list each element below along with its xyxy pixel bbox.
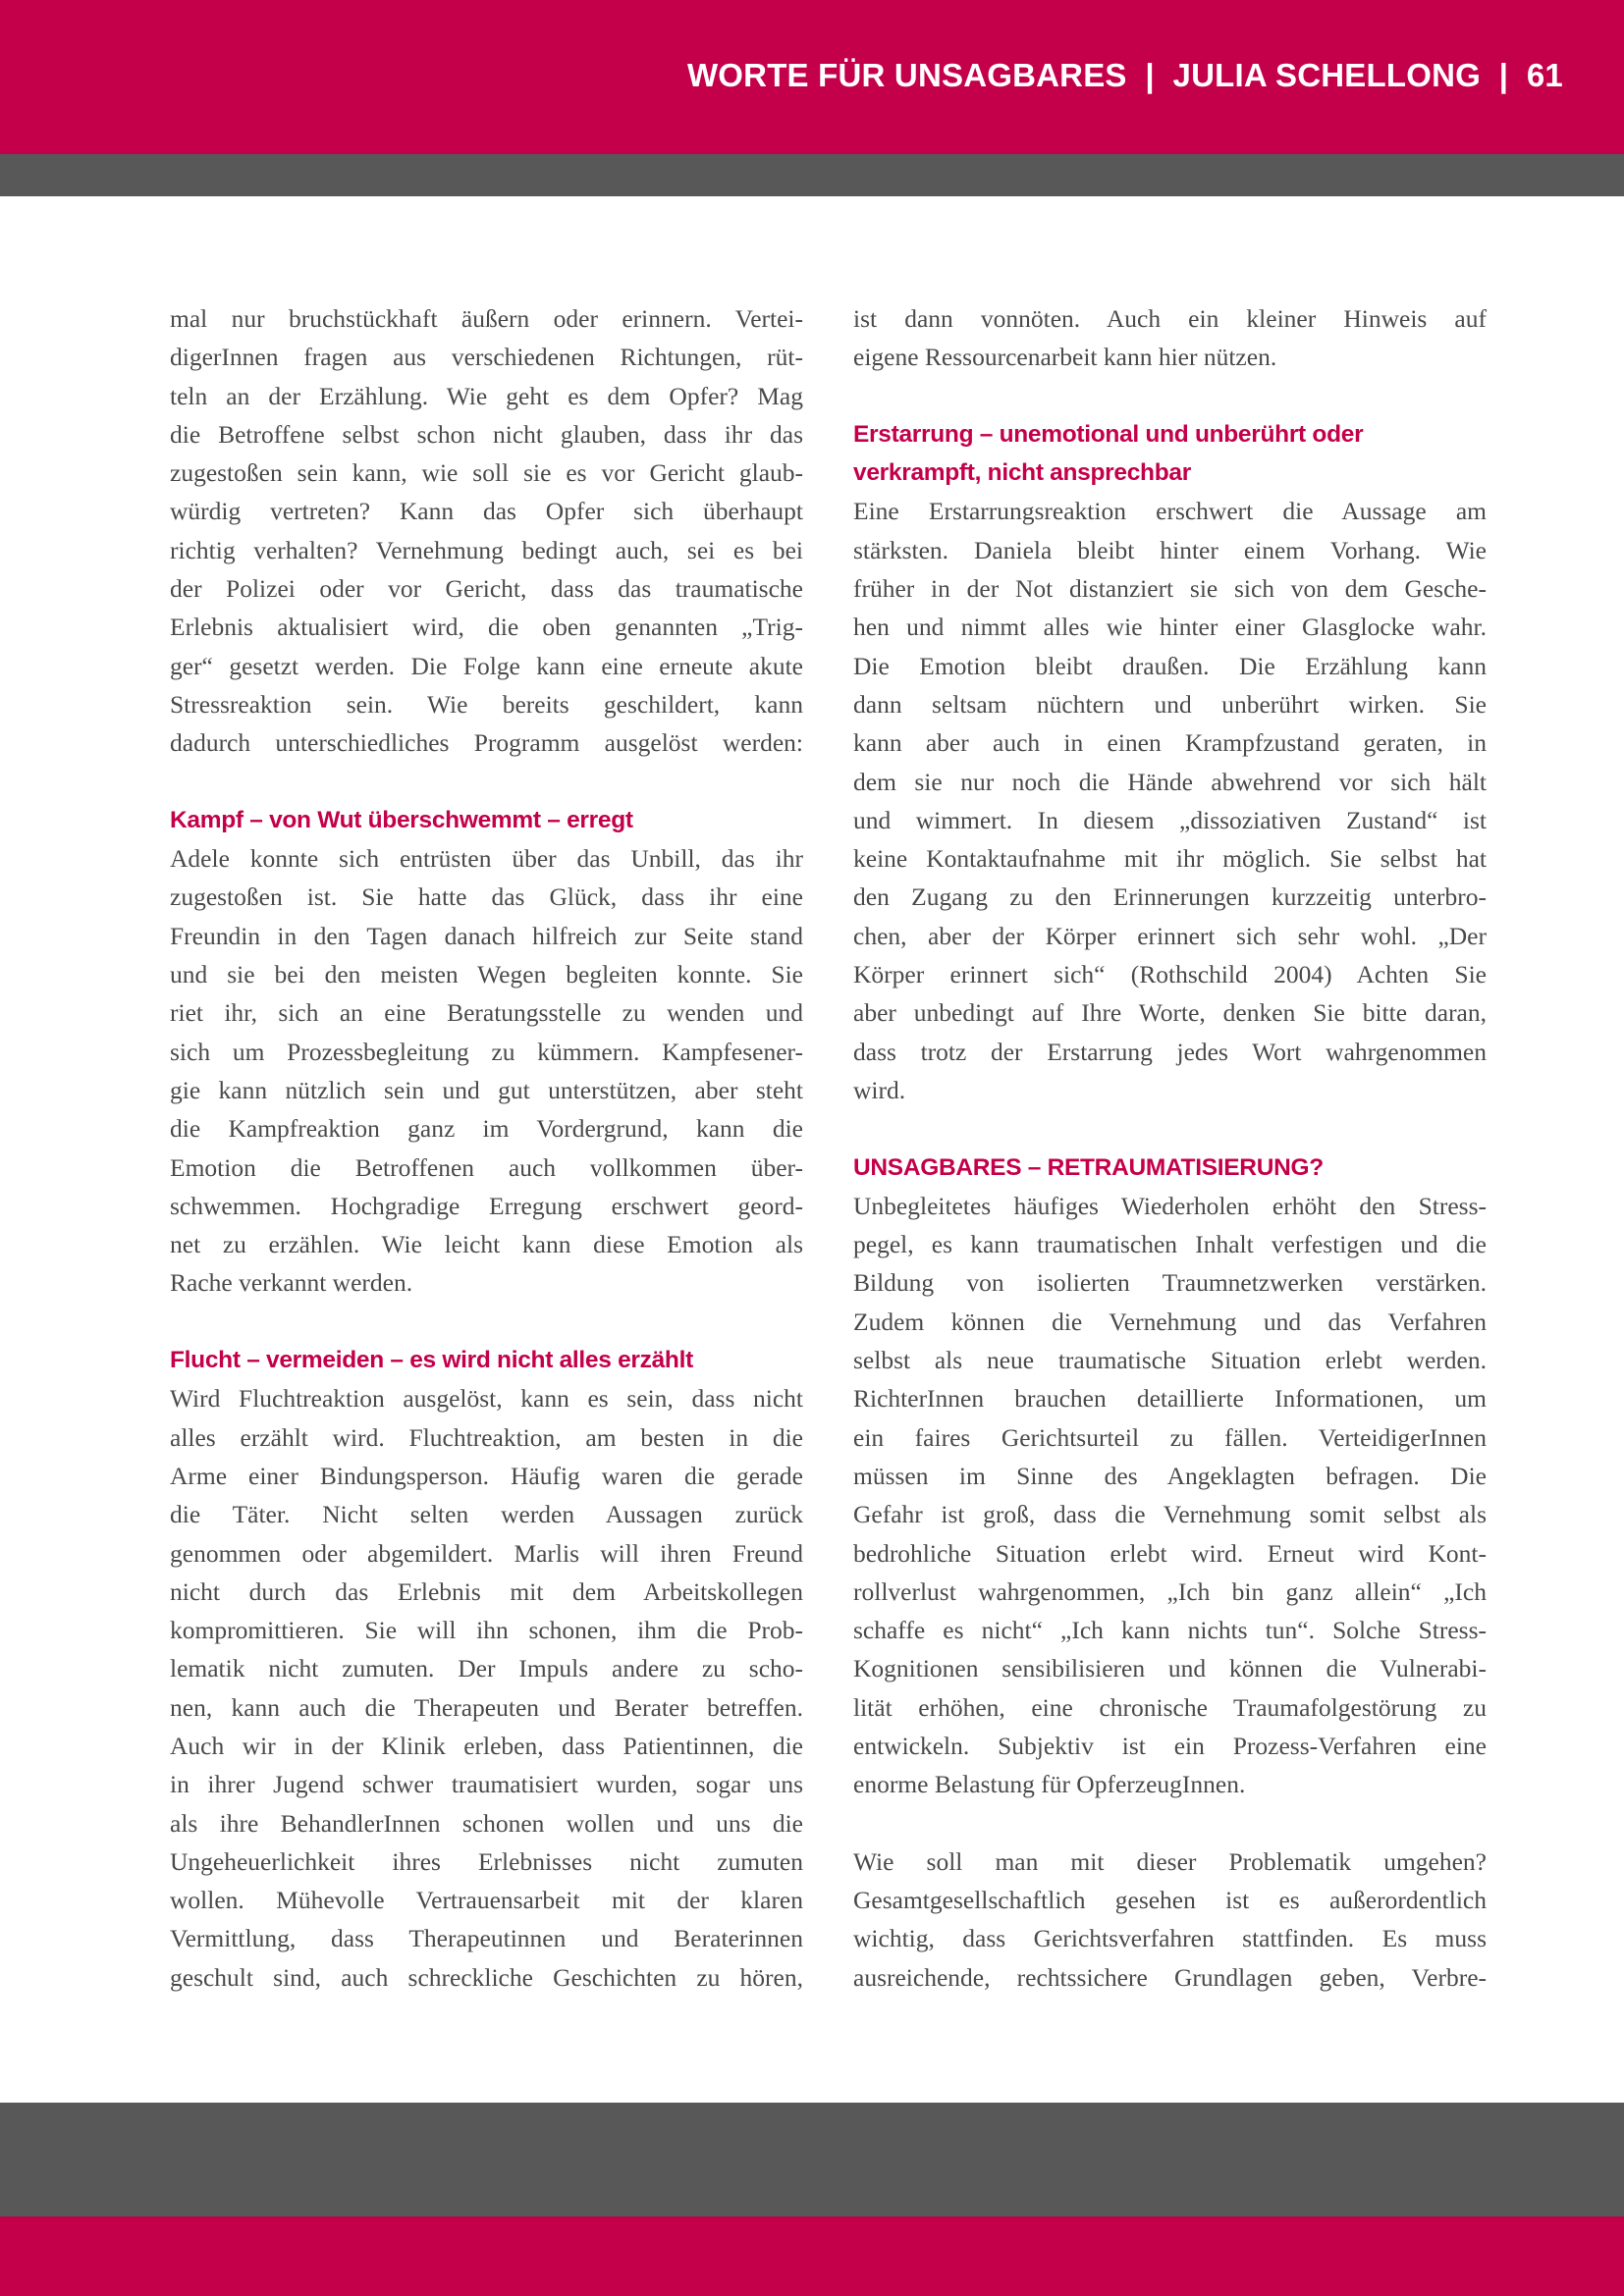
text-line: net zu erzählen. Wie leicht kann diese Emotion als — [170, 1230, 803, 1259]
text-line: wird. — [853, 1075, 906, 1104]
text-line: Emotion die Betroffenen auch vollkommen über- — [170, 1152, 803, 1182]
text-line: geschult sind, auch schreckliche Geschichten zu hören, — [170, 1962, 803, 1992]
text-line: genommen oder abgemildert. Marlis will ihren Freund — [170, 1538, 803, 1568]
text-line: entwickeln. Subjektiv ist ein Prozess-Verfahren eine — [853, 1731, 1487, 1760]
text-line: nicht durch das Erlebnis mit dem Arbeitskollegen — [170, 1576, 803, 1606]
text-line: den Zugang zu den Erinnerungen kurzzeitig unterbro- — [853, 882, 1487, 912]
text-line: Freundin in den Tagen danach hilfreich zur Seite stand — [170, 921, 803, 950]
text-line: Gefahr ist groß, dass die Vernehmung somit selbst als — [853, 1500, 1487, 1529]
text-line: wollen. Mühevolle Vertrauensarbeit mit der klaren — [170, 1886, 803, 1915]
text-line: früher in der Not distanziert sie sich von dem Gesche- — [853, 574, 1487, 604]
text-line: Auch wir in der Klinik erleben, dass Patientinnen, die — [170, 1731, 803, 1760]
paragraph-gap — [853, 377, 1487, 415]
text-line: Rache verkannt werden. — [170, 1268, 413, 1298]
header-gray-stripe — [0, 154, 1624, 196]
text-line: ger“ gesetzt werden. Die Folge kann eine erneute akute — [170, 651, 803, 680]
running-head: WORTE FÜR UNSAGBARES | JULIA SCHELLONG | 61 — [686, 57, 1563, 93]
text-line: alles erzählt wird. Fluchtreaktion, am besten in die — [170, 1422, 803, 1452]
text-line: riet ihr, sich an eine Beratungsstelle zu wenden und — [170, 998, 803, 1028]
text-line: schwemmen. Hochgradige Erregung erschwert geord- — [170, 1191, 803, 1220]
text-column-left — [170, 299, 803, 1997]
text-line: bedrohliche Situation erlebt wird. Erneut wird Kont- — [853, 1538, 1487, 1568]
paragraph-gap — [170, 763, 803, 801]
text-line: Unbegleitetes häufiges Wiederholen erhöht den Stress- — [853, 1191, 1487, 1220]
footer-gray-stripe — [0, 2103, 1624, 2216]
text-line: Adele konnte sich entrüsten über das Unbill, das ihr — [170, 844, 803, 874]
section-heading: Kampf – von Wut überschwemmt – erregt — [170, 806, 633, 833]
footer-band — [0, 2216, 1624, 2296]
section-heading: Erstarrung – unemotional und unberührt oder — [853, 420, 1364, 448]
text-line: rollverlust wahrgenommen, „Ich bin ganz allein“ „Ich — [853, 1576, 1487, 1606]
text-line: als ihre BehandlerInnen schonen wollen und uns die — [170, 1808, 803, 1838]
text-line: enorme Belastung für OpferzeugInnen. — [853, 1770, 1246, 1799]
text-line: richtig verhalten? Vernehmung bedingt auch, sei es bei — [170, 535, 803, 564]
text-line: Stressreaktion sein. Wie bereits geschildert, kann — [170, 689, 803, 719]
text-line: wichtig, dass Gerichtsverfahren stattfinden. Es muss — [853, 1924, 1487, 1953]
text-line: kompromittieren. Sie will ihn schonen, ihm die Prob- — [170, 1616, 803, 1645]
text-line: Die Emotion bleibt draußen. Die Erzählung kann — [853, 651, 1487, 680]
text-line: mal nur bruchstückhaft äußern oder erinnern. Vertei- — [170, 304, 803, 333]
text-line: dass trotz der Erstarrung jedes Wort wahrgenommen — [853, 1037, 1487, 1066]
text-line: Gesamtgesellschaftlich gesehen ist es außerordentlich — [853, 1886, 1487, 1915]
text-line: Zudem können die Vernehmung und das Verfahren — [853, 1307, 1487, 1336]
paragraph-gap — [170, 1303, 803, 1341]
text-line: der Polizei oder vor Gericht, dass das traumatische — [170, 574, 803, 604]
text-line: hen und nimmt alles wie hinter einer Glasglocke wahr. — [853, 613, 1487, 642]
text-line: sich um Prozessbegleitung zu kümmern. Kampfesener- — [170, 1037, 803, 1066]
text-line: Kognitionen sensibilisieren und können die Vulnerabi- — [853, 1654, 1487, 1683]
text-line: dadurch unterschiedliches Programm ausgelöst werden: — [170, 728, 803, 758]
text-line: Bildung von isolierten Traumnetzwerken verstärken. — [853, 1268, 1487, 1298]
text-line: Wie soll man mit dieser Problematik umgehen? — [853, 1846, 1487, 1876]
text-line: keine Kontaktaufnahme mit ihr möglich. Sie selbst hat — [853, 844, 1487, 874]
text-line: digerInnen fragen aus verschiedenen Richtungen, rüt- — [170, 343, 803, 372]
text-line: schaffe es nicht“ „Ich kann nichts tun“. Solche Stress- — [853, 1616, 1487, 1645]
text-line: eigene Ressourcenarbeit kann hier nützen. — [853, 343, 1277, 372]
section-heading: UNSAGBARES – RETRAUMATISIERUNG? — [853, 1153, 1324, 1181]
text-line: stärksten. Daniela bleibt hinter einem Vorhang. Wie — [853, 535, 1487, 564]
text-line: lematik nicht zumuten. Der Impuls andere zu scho- — [170, 1654, 803, 1683]
text-line: selbst als neue traumatische Situation erlebt werden. — [853, 1346, 1487, 1375]
text-line: aber unbedingt auf Ihre Worte, denken Sie bitte daran, — [853, 998, 1487, 1028]
text-line: die Betroffene selbst schon nicht glauben, dass ihr das — [170, 419, 803, 449]
paragraph-gap — [853, 1109, 1487, 1148]
text-line: und sie bei den meisten Wegen begleiten konnte. Sie — [170, 960, 803, 989]
text-line: pegel, es kann traumatischen Inhalt verfestigen und die — [853, 1230, 1487, 1259]
text-line: teln an der Erzählung. Wie geht es dem Opfer? Mag — [170, 381, 803, 410]
text-line: ausreichende, rechtssichere Grundlagen geben, Verbre- — [853, 1962, 1487, 1992]
text-line: Eine Erstarrungsreaktion erschwert die Aussage am — [853, 497, 1487, 526]
text-line: die Kampfreaktion ganz im Vordergrund, kann die — [170, 1114, 803, 1144]
text-column-right — [853, 299, 1487, 1997]
text-line: zugestoßen sein kann, wie soll sie es vor Gericht glaub- — [170, 458, 803, 488]
text-line: chen, aber der Körper erinnert sich sehr wohl. „Der — [853, 921, 1487, 950]
text-line: dem sie nur noch die Hände abwehrend vor sich hält — [853, 767, 1487, 796]
text-line: nen, kann auch die Therapeuten und Berater betreffen. — [170, 1692, 803, 1722]
text-line: Erlebnis aktualisiert wird, die oben genannten „Trig- — [170, 613, 803, 642]
text-line: würdig vertreten? Kann das Opfer sich überhaupt — [170, 497, 803, 526]
text-line: lität erhöhen, eine chronische Traumafolgestörung zu — [853, 1692, 1487, 1722]
text-line: Ungeheuerlichkeit ihres Erlebnisses nicht zumuten — [170, 1846, 803, 1876]
text-line: Körper erinnert sich“ (Rothschild 2004) Achten Sie — [853, 960, 1487, 989]
text-line: müssen im Sinne des Angeklagten befragen. Die — [853, 1461, 1487, 1490]
section-heading: verkrampft, nicht ansprechbar — [853, 459, 1191, 487]
text-line: Wird Fluchtreaktion ausgelöst, kann es sein, dass nicht — [170, 1384, 803, 1414]
text-line: in ihrer Jugend schwer traumatisiert wurden, sogar uns — [170, 1770, 803, 1799]
text-line: ein faires Gerichtsurteil zu fällen. VerteidigerInnen — [853, 1422, 1487, 1452]
text-line: gie kann nützlich sein und gut unterstützen, aber steht — [170, 1075, 803, 1104]
text-line: die Täter. Nicht selten werden Aussagen zurück — [170, 1500, 803, 1529]
text-line: Arme einer Bindungsperson. Häufig waren die gerade — [170, 1461, 803, 1490]
paragraph-gap — [853, 1804, 1487, 1842]
text-line: und wimmert. In diesem „dissoziativen Zustand“ ist — [853, 805, 1487, 834]
section-heading: Flucht – vermeiden – es wird nicht alles erzählt — [170, 1347, 693, 1374]
text-line: zugestoßen ist. Sie hatte das Glück, dass ihr eine — [170, 882, 803, 912]
text-line: Vermittlung, dass Therapeutinnen und Beraterinnen — [170, 1924, 803, 1953]
text-line: dann seltsam nüchtern und unberührt wirken. Sie — [853, 689, 1487, 719]
text-line: ist dann vonnöten. Auch ein kleiner Hinweis auf — [853, 304, 1487, 333]
text-line: kann aber auch in einen Krampfzustand geraten, in — [853, 728, 1487, 758]
text-line: RichterInnen brauchen detaillierte Informationen, um — [853, 1384, 1487, 1414]
